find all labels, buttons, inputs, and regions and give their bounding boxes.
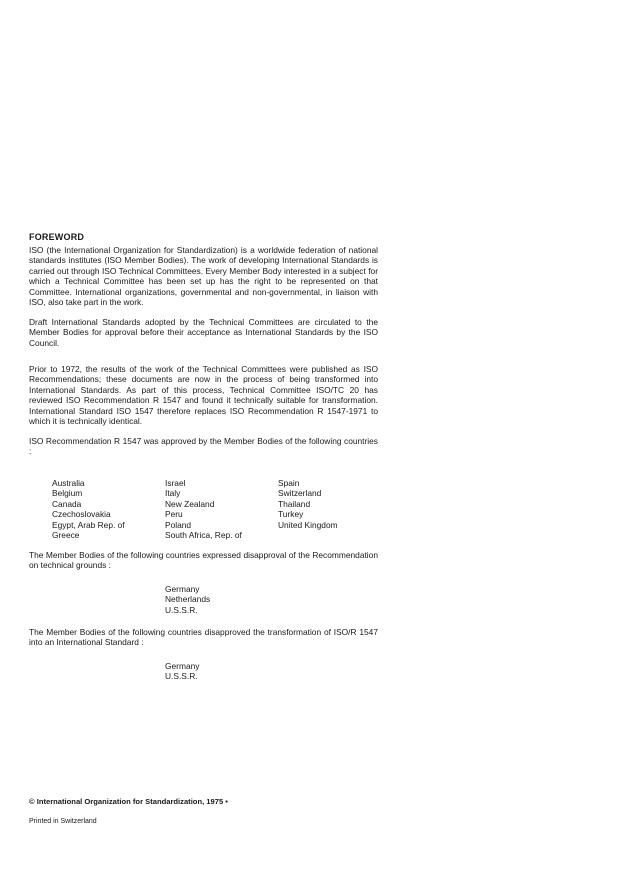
paragraph-disapproval: The Member Bodies of the following countries expressed disapproval of the Recommendation on technical grounds : <box>29 550 378 571</box>
paragraph-draft-standards: Draft International Standards adopted by the Technical Committees are circulated to the Member Bodies for approval before their acceptance as International Standards by the ISO Council. <box>29 317 378 348</box>
paragraph-iso-intro: ISO (the International Organization for Standardization) is a worldwide federation of national standards institutes (ISO Member Bodies). The work of developing International Standards is carried out through ISO Technical Committees. Every Member Body interested in a subject for which a Technical Committee has been set up has the right to be represented on that Committee. International organizations, governmental and non-governmental, in liaison with ISO, also take part in the work. <box>29 245 378 308</box>
country: Czechoslovakia <box>52 509 111 520</box>
country: Thailand <box>278 498 311 509</box>
country: Italy <box>165 488 181 499</box>
paragraph-prior-1972: Prior to 1972, the results of the work of the Technical Committees were published as ISO Recommendations; these documents are now in the process of being transformed into International Standards. As part of this process, Technical Committee ISO/TC 20 has reviewed ISO Recommendation R 1547 and found it technically suitable for transformation. International Standard ISO 1547 therefore replaces ISO Recommendation R 1547-1971 to which it is technically identical. <box>29 364 378 427</box>
transformation-countries <box>165 661 199 682</box>
country: Switzerland <box>278 488 322 499</box>
country: Canada <box>52 498 82 509</box>
country: Egypt, Arab Rep. of <box>52 519 125 530</box>
country: Israel <box>165 478 186 488</box>
country: U.S.S.R. <box>165 671 198 682</box>
country: U.S.S.R. <box>165 604 198 615</box>
country: Australia <box>52 478 85 488</box>
country: South Africa, Rep. of <box>165 530 242 541</box>
country: United Kingdom <box>278 519 338 530</box>
disapproval-countries <box>165 584 210 615</box>
country: Turkey <box>278 509 304 520</box>
country: Spain <box>278 478 300 488</box>
country: New Zealand <box>165 498 215 509</box>
paragraph-approved-intro: ISO Recommendation R 1547 was approved by the Member Bodies of the following countries : <box>29 436 378 457</box>
country: Peru <box>165 509 183 520</box>
country: Germany <box>165 661 200 671</box>
foreword-heading: FOREWORD <box>29 232 85 242</box>
printed-in: Printed in Switzerland <box>29 818 97 825</box>
country-column <box>278 478 393 530</box>
country: Belgium <box>52 488 83 499</box>
country: Netherlands <box>165 594 211 605</box>
copyright-notice: © International Organization for Standardization, 1975 • <box>29 797 228 806</box>
country-column <box>52 478 167 540</box>
country: Greece <box>52 530 80 541</box>
paragraph-transformation: The Member Bodies of the following countries disapproved the transformation of ISO/R 1547 into an International Standard : <box>29 627 378 648</box>
country: Germany <box>165 584 200 594</box>
country-column <box>165 478 280 540</box>
country: Poland <box>165 519 192 530</box>
